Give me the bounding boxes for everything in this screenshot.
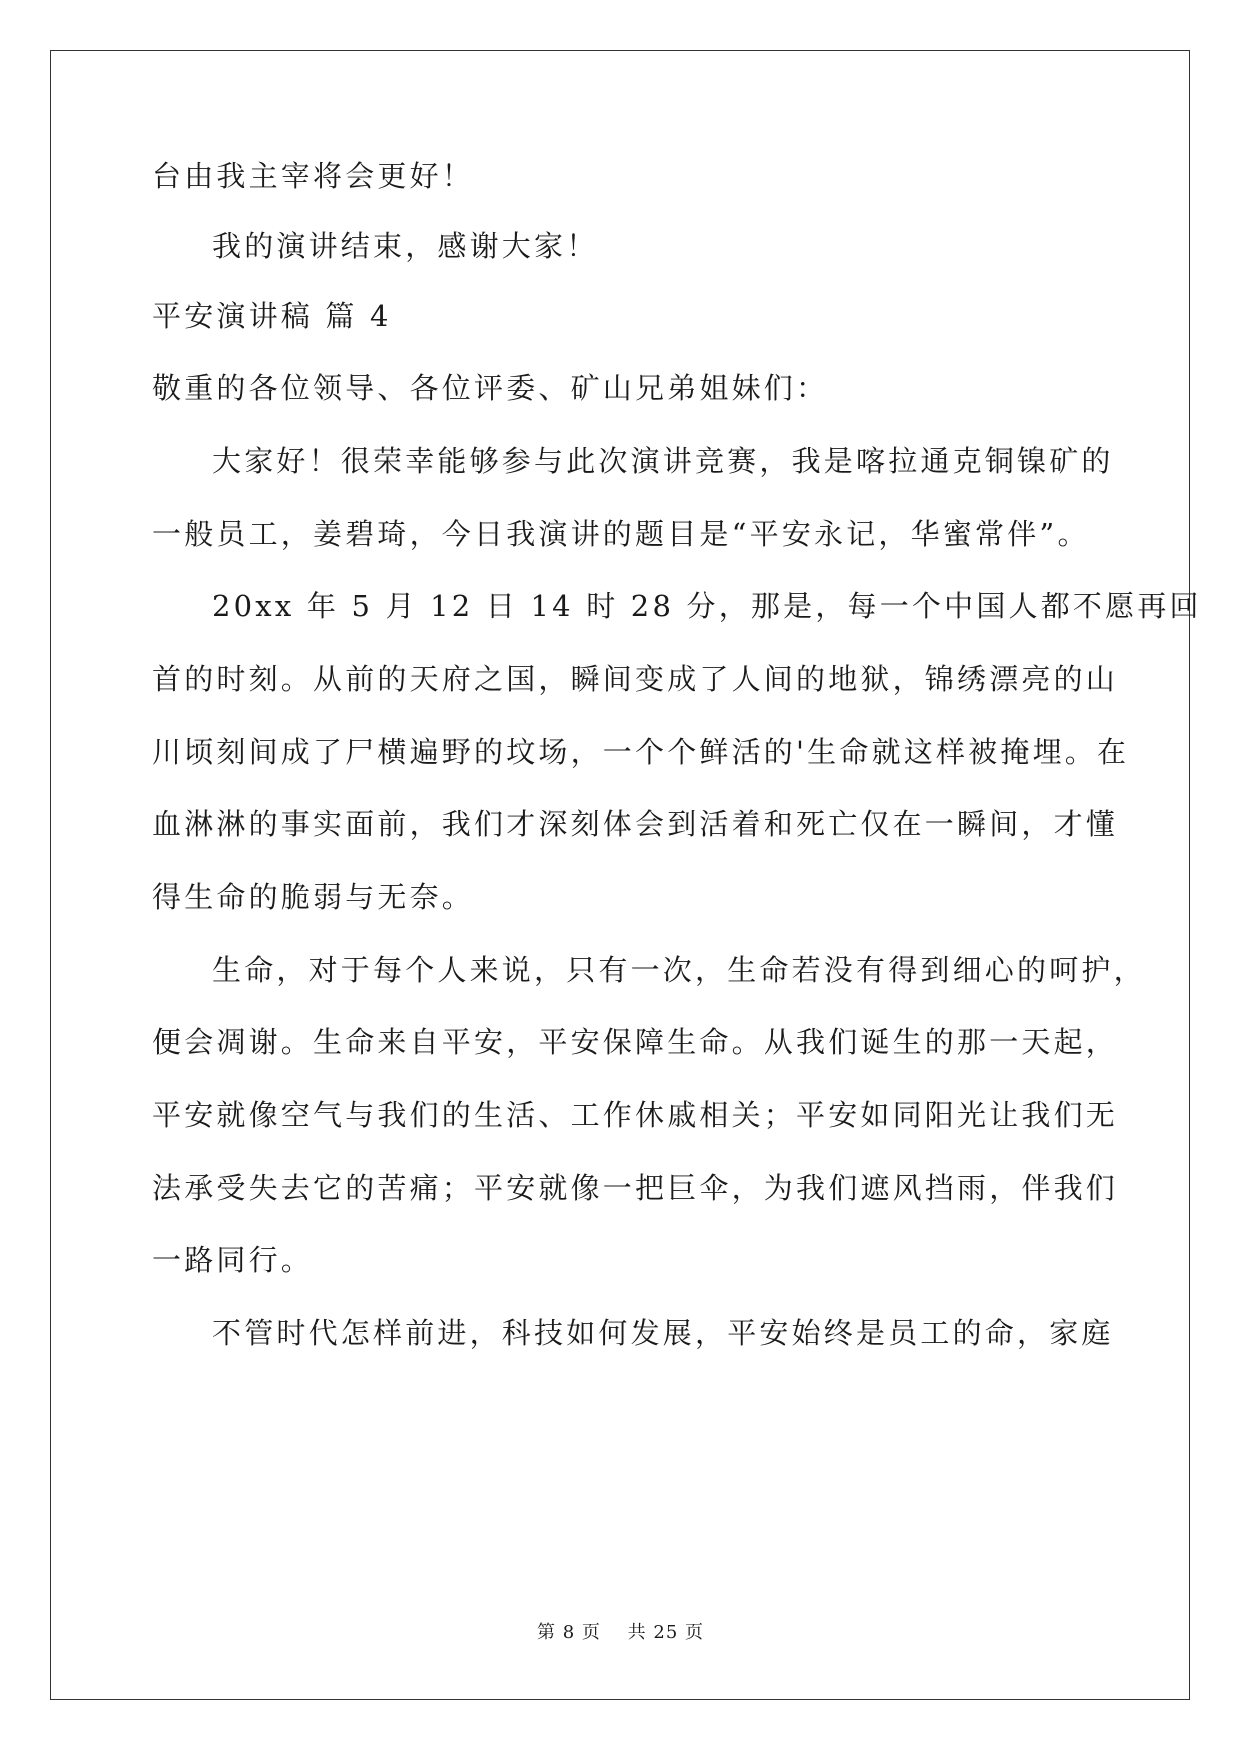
text-line: 不管时代怎样前进，科技如何发展，平安始终是员工的命，家庭 <box>212 1316 1114 1350</box>
page-footer <box>0 1618 1241 1644</box>
text-line: 法承受失去它的苦痛；平安就像一把巨伞，为我们遮风挡雨，伴我们 <box>152 1171 1119 1205</box>
text-line: 一路同行。 <box>152 1243 314 1277</box>
page-total: 共 25 页 <box>627 1622 704 1643</box>
text-line: 一般员工，姜碧琦，今日我演讲的题目是“平安永记，华蜜常伴”。 <box>152 517 1090 551</box>
text-line: 得生命的脆弱与无奈。 <box>152 880 475 914</box>
text-line: 台由我主宰将会更好！ <box>152 159 475 193</box>
salutation: 敬重的各位领导、各位评委、矿山兄弟姐妹们： <box>152 371 829 405</box>
text-line: 生命，对于每个人来说，只有一次，生命若没有得到细心的呵护， <box>212 953 1146 987</box>
text-line: 血淋淋的事实面前，我们才深刻体会到活着和死亡仅在一瞬间，才懂 <box>152 807 1119 841</box>
text-line: 我的演讲结束，感谢大家！ <box>212 229 599 263</box>
section-heading: 平安演讲稿 篇 4 <box>152 299 392 333</box>
text-line: 平安就像空气与我们的生活、工作休戚相关；平安如同阳光让我们无 <box>152 1098 1119 1132</box>
text-line: 便会凋谢。生命来自平安，平安保障生命。从我们诞生的那一天起， <box>152 1025 1119 1059</box>
text-line: 首的时刻。从前的天府之国，瞬间变成了人间的地狱，锦绣漂亮的山 <box>152 662 1119 696</box>
text-line: 20xx 年 5 月 12 日 14 时 28 分，那是，每一个中国人都不愿再回 <box>212 589 1202 623</box>
page-number: 第 8 页 <box>537 1622 601 1643</box>
text-line: 大家好！很荣幸能够参与此次演讲竞赛，我是喀拉通克铜镍矿的 <box>212 444 1114 478</box>
text-line: 川顷刻间成了尸横遍野的坟场，一个个鲜活的'生命就这样被掩埋。在 <box>152 735 1130 769</box>
